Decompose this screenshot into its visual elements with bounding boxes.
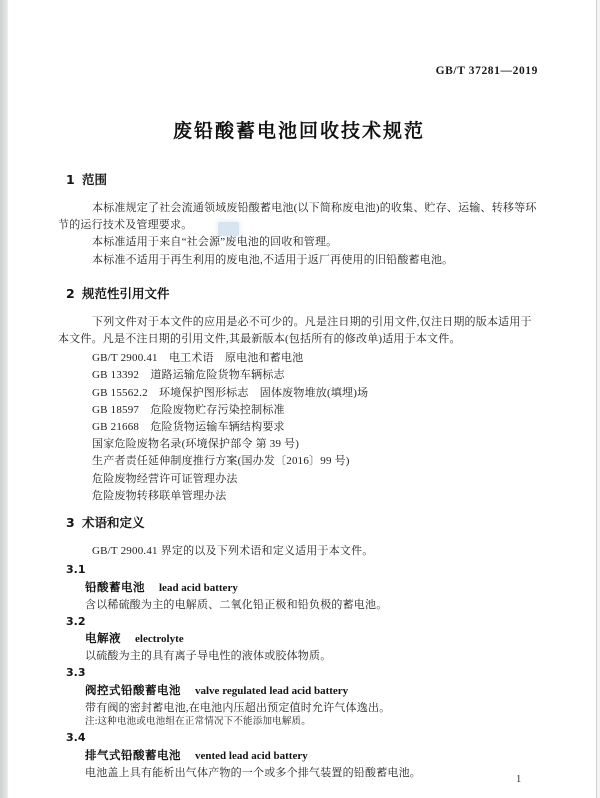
term-zh: 排气式铅酸蓄电池 [85,747,181,762]
term-entry [58,614,540,665]
term-line [85,630,540,648]
section-number: 3 [66,515,75,531]
term-en: vented lead acid battery [195,749,308,762]
term-en: valve regulated lead acid battery [195,684,349,697]
document-title: 废铅酸蓄电池回收技术规范 [172,120,425,142]
scope-paragraph: 本标准适用于来自“社会源”废电池的回收和管理。 [92,236,338,249]
term-line [85,579,540,597]
section-title: 范围 [82,172,108,187]
reference-item: GB 18597 危险废物贮存污染控制标准 [92,403,285,416]
term-entry [58,730,540,781]
term-definition: 含以稀硫酸为主的电解质、二氧化铅正极和铅负极的蓄电池。 [85,598,388,611]
page-number: 1 [516,774,522,785]
term-definition: 以硫酸为主的具有离子导电性的液体或胶体物质。 [85,650,332,663]
reference-item: 生产者责任延伸制度推行方案(国办发〔2016〕99 号) [92,455,350,468]
scan-edge-left [0,0,8,798]
terms-intro-group [58,543,540,560]
section-title: 术语和定义 [82,515,145,531]
term-number: 3.4 [66,730,86,744]
term-line [85,747,540,765]
section-heading-references [66,286,540,302]
reference-item: 国家危险废物名录(环境保护部令 第 39 号) [92,438,300,451]
scan-edge-right-line [596,0,597,798]
term-zh: 阀控式铅酸蓄电池 [85,682,181,697]
term-line [85,682,540,700]
document-content [58,0,540,781]
section-title: 规范性引用文件 [82,285,170,301]
term-number: 3.1 [66,563,86,577]
reference-item: GB 15562.2 环境保护图形标志 固体废物堆放(填埋)场 [92,386,369,399]
section-number: 1 [66,172,75,187]
scope-paragraphs [58,200,540,269]
term-en: lead acid battery [159,582,238,595]
terms-block [58,562,540,781]
section-heading-terms [66,515,540,531]
reference-item: GB/T 2900.41 电工术语 原电池和蓄电池 [92,352,304,365]
references-intro: 下列文件对于本文件的应用是必不可少的。凡是注日期的引用文件,仅注日期的版本适用于本文件。凡是不注日期的引用文件,其最新版本(包括所有的修改单)适用于本文件。 [58,315,532,346]
term-zh: 铅酸蓄电池 [85,580,145,595]
section-heading-scope [66,172,540,188]
reference-item: GB 13392 道路运输危险货物车辆标志 [92,369,285,382]
reference-item: GB 21668 危险货物运输车辆结构要求 [92,421,285,434]
references-intro-group [58,314,540,348]
term-entry [58,665,540,730]
term-en: electrolyte [135,633,184,646]
terms-intro: GB/T 2900.41 界定的以及下列术语和定义适用于本文件。 [92,545,374,558]
term-number: 3.2 [66,614,86,628]
term-entry [58,562,540,613]
reference-item: 危险废物经营许可证管理办法 [92,472,238,485]
scope-paragraph: 本标准规定了社会流通领域废铅酸蓄电池(以下简称废电池)的收集、贮存、运输、转移等环节的运行技术及管理要求。 [58,202,537,232]
standard-code: GB/T 37281—2019 [435,65,538,77]
term-note: 注:这种电池或电池组在正常情况下不能添加电解质。 [85,717,311,728]
reference-item: 危险废物转移联单管理办法 [92,489,227,502]
scope-paragraph: 本标准不适用于再生利用的废电池,不适用于返厂再使用的旧铅酸蓄电池。 [92,253,454,266]
term-zh: 电解液 [85,631,121,646]
references-list [58,350,540,505]
term-definition: 电池盖上具有能析出气体产物的一个或多个排气装置的铅酸蓄电池。 [85,766,421,779]
term-definition: 带有阀的密封蓄电池,在电池内压超出预定值时允许气体逸出。 [85,701,391,714]
section-number: 2 [66,285,75,301]
term-number: 3.3 [66,666,86,680]
